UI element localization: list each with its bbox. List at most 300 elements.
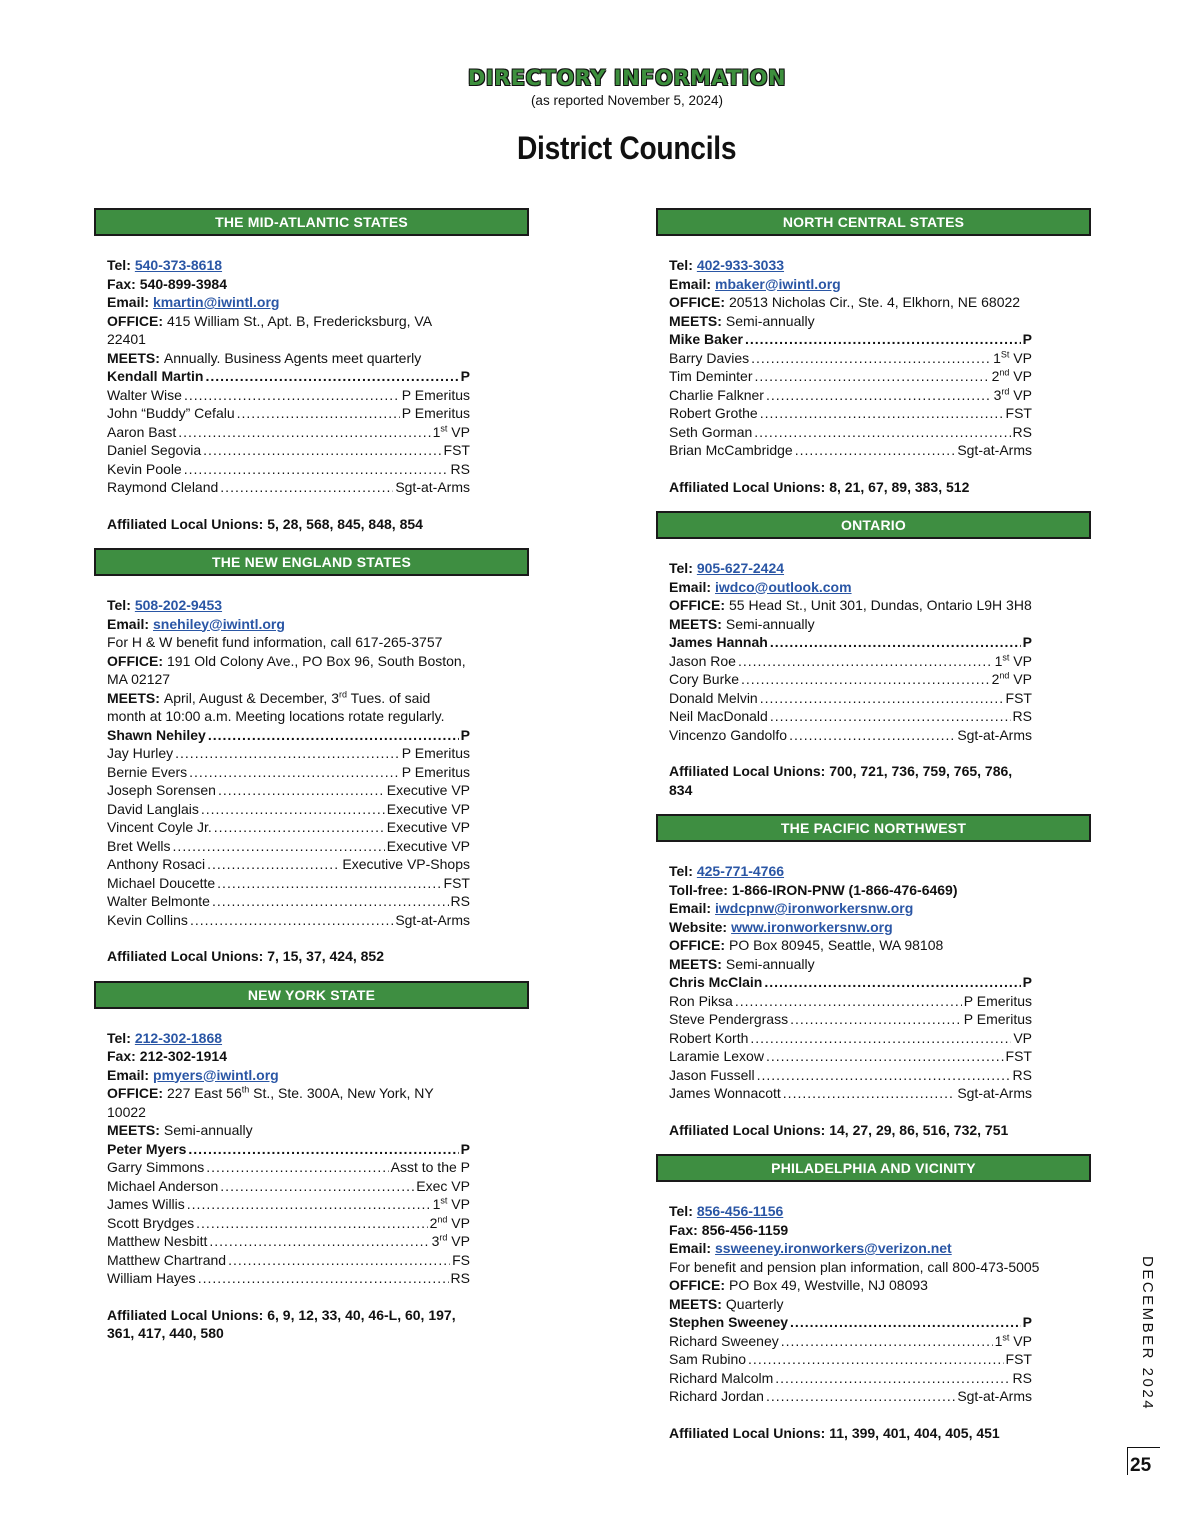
leader-dots — [766, 1047, 1004, 1066]
left-column — [94, 208, 529, 1358]
leader-dots — [741, 670, 990, 689]
officer-name: Robert Grothe — [669, 405, 758, 421]
page-rule-vertical — [1127, 1447, 1128, 1475]
officer-row — [669, 726, 1032, 745]
office-address: 191 Old Colony Ave., PO Box 96, South Boston, MA 02127 — [107, 652, 466, 687]
officer-row — [107, 892, 470, 911]
officer-row — [107, 1177, 470, 1196]
leader-dots — [760, 404, 1004, 423]
officer-row — [107, 386, 470, 405]
meets-line — [669, 312, 1032, 331]
officer-title: RS — [450, 893, 470, 909]
officer-name: Raymond Cleland — [107, 479, 219, 495]
officer-name: Tim Deminter — [669, 368, 753, 384]
contact-link[interactable]: 905-627-2424 — [696, 560, 785, 576]
right-column — [656, 208, 1091, 1457]
officer-name: Scott Brydges — [107, 1214, 195, 1231]
council-details — [656, 842, 1032, 1139]
officer-title: 2nd VP — [429, 1213, 470, 1231]
officer-row — [107, 423, 470, 442]
officer-row — [669, 423, 1032, 442]
council-banner: ONTARIO — [656, 511, 1091, 539]
officer-row — [669, 1350, 1032, 1369]
office-label: OFFICE: — [669, 597, 725, 613]
officer-row — [107, 818, 470, 837]
officer-title: 1St VP — [993, 348, 1032, 366]
contact-line — [107, 596, 470, 615]
officer-name: Ron Piksa — [669, 992, 733, 1009]
officer-title: Sgt-at-Arms — [957, 1388, 1032, 1404]
officer-row — [107, 744, 470, 763]
officer-name: Garry Simmons — [107, 1159, 205, 1175]
council-section — [656, 208, 1091, 496]
contact-label: Fax: — [669, 1221, 698, 1238]
leader-dots — [178, 423, 430, 442]
officer-name: Richard Sweeney — [669, 1332, 779, 1349]
council-details — [94, 1009, 470, 1343]
leader-dots — [789, 726, 955, 745]
office-address: 227 East 56th St., Ste. 300A, New York, NY 10022 — [107, 1084, 434, 1120]
contact-label: Fax: — [107, 275, 136, 292]
contact-label: Tel: — [107, 1029, 131, 1046]
officer-title: FST — [1005, 405, 1032, 421]
officer-row — [669, 1066, 1032, 1085]
officer-title: RS — [450, 1270, 470, 1286]
meets-label: MEETS: — [107, 1122, 160, 1138]
officer-title: P — [460, 368, 470, 384]
contact-line — [669, 899, 1032, 918]
affiliated-locals — [669, 1424, 1032, 1443]
council-section — [94, 548, 529, 966]
contact-line — [669, 275, 1032, 294]
report-date: (as reported November 5, 2024) — [530, 93, 724, 108]
officer-title: Sgt-at-Arms — [957, 726, 1032, 743]
leader-dots — [198, 1269, 449, 1288]
officer-title: P Emeritus — [963, 992, 1032, 1009]
officer-row — [669, 1010, 1032, 1029]
leader-dots — [214, 818, 385, 837]
officer-title: Sgt-at-Arms — [395, 911, 470, 928]
contact-link[interactable]: snehiley@iwintl.org — [153, 615, 285, 632]
officer-title: VP — [1013, 1029, 1032, 1046]
affiliated-label: Affiliated Local Unions: — [669, 1424, 826, 1441]
contact-value: 212-302-1914 — [139, 1048, 227, 1064]
council-banner: THE PACIFIC NORTHWEST — [656, 814, 1091, 842]
officer-row — [107, 1251, 470, 1270]
officer-name: Seth Gorman — [669, 423, 753, 440]
officer-title: Asst to the P — [390, 1159, 470, 1175]
contact-line — [107, 1047, 470, 1066]
page-rule — [1127, 1447, 1160, 1448]
officer-title: 2nd VP — [991, 367, 1032, 384]
meets-label: MEETS: — [107, 349, 160, 366]
officer-name: Robert Korth — [669, 1029, 749, 1046]
meets-line — [669, 615, 1032, 634]
office-line — [669, 596, 1032, 615]
officer-title: Sgt-at-Arms — [395, 479, 470, 495]
contact-label: Email: — [669, 900, 712, 916]
leader-dots — [790, 1010, 962, 1029]
leader-dots — [760, 689, 1004, 708]
officer-name: Chris McClain — [669, 974, 763, 990]
meets-schedule: Semi-annually — [725, 615, 815, 632]
officer-name: Sam Rubino — [669, 1351, 747, 1367]
leader-dots — [205, 367, 458, 386]
council-details — [656, 1182, 1040, 1442]
officer-title: FST — [443, 442, 470, 458]
contact-label: Website: — [669, 918, 728, 935]
contact-line — [669, 1239, 1032, 1258]
office-line — [669, 1276, 1032, 1295]
affiliated-list: 8, 21, 67, 89, 383, 512 — [829, 478, 970, 495]
leader-dots — [218, 781, 385, 800]
officer-name: Michael Doucette — [107, 874, 216, 891]
officer-title: P Emeritus — [963, 1011, 1032, 1027]
affiliated-label: Affiliated Local Unions: — [107, 948, 264, 964]
contact-line — [669, 1221, 1032, 1240]
leader-dots — [795, 441, 956, 460]
leader-dots — [188, 1140, 458, 1159]
leader-dots — [790, 1313, 1021, 1332]
officer-row — [669, 707, 1032, 726]
contact-line — [669, 918, 1032, 937]
council-section — [656, 1154, 1091, 1442]
contact-label: Tel: — [669, 863, 693, 879]
office-line — [669, 293, 1032, 312]
officer-name: Walter Wise — [107, 386, 182, 403]
leader-dots — [220, 1177, 414, 1196]
officer-name: Vincenzo Gandolfo — [669, 726, 788, 743]
officer-name: Cory Burke — [669, 671, 740, 687]
officer-title: RS — [1012, 1369, 1032, 1386]
leader-dots — [175, 744, 400, 763]
officer-name: Bret Wells — [107, 837, 171, 854]
affiliated-locals — [669, 762, 1032, 799]
officer-name: Shawn Nehiley — [107, 726, 206, 743]
officer-name: James Wonnacott — [669, 1085, 781, 1101]
contact-line — [669, 862, 1032, 881]
leader-dots — [237, 404, 400, 423]
officer-row — [669, 689, 1032, 708]
officer-title: 1st VP — [432, 1195, 470, 1212]
contact-line — [669, 1202, 1032, 1221]
officer-row — [107, 1195, 470, 1214]
meets-line — [107, 1121, 470, 1140]
officer-name: David Langlais — [107, 800, 199, 817]
officer-row — [669, 973, 1032, 992]
officer-name: Jason Fussell — [669, 1066, 755, 1083]
office-address: 415 William St., Apt. B, Fredericksburg, VA 22401 — [107, 312, 432, 347]
affiliated-list: 5, 28, 568, 845, 848, 854 — [267, 515, 423, 532]
officer-row — [669, 633, 1032, 652]
leader-dots — [208, 726, 459, 745]
council-banner: NORTH CENTRAL STATES — [656, 208, 1091, 236]
page-title: District Councils — [517, 130, 737, 166]
officer-row — [669, 386, 1032, 405]
leader-dots — [184, 460, 449, 479]
contact-label: Tel: — [669, 560, 693, 576]
officer-title: P Emeritus — [401, 763, 470, 780]
contact-link[interactable]: 212-302-1868 — [134, 1029, 223, 1046]
officer-name: Kevin Poole — [107, 460, 182, 477]
officer-row — [669, 992, 1032, 1011]
contact-link[interactable]: 856-456-1156 — [696, 1203, 784, 1219]
leader-dots — [770, 707, 1011, 726]
affiliated-locals — [107, 515, 470, 534]
officer-title: P Emeritus — [401, 386, 470, 403]
officer-title: P Emeritus — [401, 745, 470, 761]
contact-line — [669, 578, 1032, 597]
officer-title: RS — [1012, 1066, 1032, 1083]
contact-link[interactable]: 425-771-4766 — [696, 863, 785, 879]
leader-dots — [173, 837, 385, 856]
officer-name: Steve Pendergrass — [669, 1011, 789, 1027]
meets-schedule: Semi-annually — [725, 312, 815, 329]
officer-name: Laramie Lexow — [669, 1048, 764, 1064]
officer-name: Kevin Collins — [107, 911, 188, 928]
office-address: PO Box 80945, Seattle, WA 98108 — [729, 937, 944, 953]
contact-link[interactable]: 508-202-9453 — [134, 597, 223, 613]
officer-title: Executive VP — [386, 782, 470, 798]
office-address: 20513 Nicholas Cir., Ste. 4, Elkhorn, NE 68022 — [729, 294, 1021, 310]
officer-title: FST — [1005, 689, 1032, 706]
office-label: OFFICE: — [669, 937, 725, 953]
officer-title: RS — [450, 460, 470, 477]
officer-title: P Emeritus — [401, 405, 470, 421]
contact-link[interactable]: 402-933-3033 — [696, 257, 785, 273]
leader-dots — [189, 763, 400, 782]
affiliated-list: 700, 721, 736, 759, 765, 786, 834 — [669, 763, 1013, 798]
office-label: OFFICE: — [107, 652, 163, 669]
leader-dots — [203, 441, 441, 460]
affiliated-locals — [107, 947, 470, 966]
contact-label: Email: — [107, 294, 150, 310]
officer-title: P — [460, 726, 470, 743]
officer-name: Vincent Coyle Jr. — [107, 819, 212, 835]
leader-dots — [775, 1369, 1010, 1388]
leader-dots — [750, 1029, 1011, 1048]
leader-dots — [206, 1158, 388, 1177]
meets-label: MEETS: — [107, 689, 160, 706]
officer-title: P — [1022, 634, 1032, 650]
meets-label: MEETS: — [669, 312, 722, 329]
officer-name: Daniel Segovia — [107, 442, 202, 458]
officer-title: Exec VP — [416, 1177, 470, 1194]
contact-line — [107, 275, 470, 294]
meets-label: MEETS: — [669, 1295, 722, 1312]
office-label: OFFICE: — [669, 294, 725, 310]
page-header — [0, 66, 1200, 167]
leader-dots — [184, 386, 400, 405]
officer-name: Richard Jordan — [669, 1388, 764, 1404]
meets-schedule: Annually. Business Agents meet quarterly — [163, 349, 422, 366]
officer-row — [107, 1158, 470, 1177]
leader-dots — [212, 892, 449, 911]
leader-dots — [781, 1332, 993, 1351]
officer-title: 3rd VP — [431, 1232, 470, 1249]
contact-link[interactable]: iwdcpnw@ironworkersnw.org — [715, 900, 914, 916]
officer-row — [669, 1084, 1032, 1103]
officer-title: Executive VP — [386, 800, 470, 817]
officer-name: Brian McCambridge — [669, 442, 793, 458]
page-number: 25 — [1130, 1455, 1152, 1476]
contact-link[interactable]: kmartin@iwintl.org — [153, 294, 280, 310]
officer-title: Sgt-at-Arms — [957, 1085, 1032, 1101]
benefit-note: For H & W benefit fund information, call 617-265-3757 — [107, 634, 443, 650]
officer-row — [107, 460, 470, 479]
meets-schedule: Semi-annually — [163, 1122, 253, 1138]
officer-title: 3rd VP — [993, 385, 1032, 403]
contact-link[interactable]: pmyers@iwintl.org — [153, 1066, 279, 1083]
leader-dots — [187, 1195, 431, 1214]
officer-title: P — [460, 1140, 470, 1157]
officer-row — [107, 874, 470, 893]
contact-line — [669, 881, 1032, 900]
office-line — [107, 312, 470, 349]
officer-row — [669, 1387, 1032, 1406]
officer-row — [107, 911, 470, 930]
officer-title: FST — [1005, 1351, 1032, 1367]
officer-row — [107, 800, 470, 819]
officer-row — [107, 441, 470, 460]
officer-title: P — [1022, 1314, 1032, 1330]
affiliated-list: 11, 399, 401, 404, 405, 451 — [829, 1424, 1000, 1441]
leader-dots — [207, 855, 340, 874]
leader-dots — [201, 800, 385, 819]
officer-title: RS — [1012, 708, 1032, 724]
officer-name: Richard Malcolm — [669, 1369, 774, 1386]
council-section — [656, 511, 1091, 799]
contact-label: Email: — [669, 275, 712, 292]
officer-title: 1st VP — [994, 1331, 1032, 1349]
officer-name: Mike Baker — [669, 331, 743, 347]
officer-name: Matthew Chartrand — [107, 1251, 227, 1268]
officer-name: Stephen Sweeney — [669, 1314, 789, 1330]
council-details — [94, 236, 470, 533]
officer-name: Kendall Martin — [107, 368, 204, 384]
council-details — [656, 539, 1032, 799]
meets-label: MEETS: — [669, 615, 722, 632]
office-label: OFFICE: — [669, 1277, 725, 1293]
leader-dots — [757, 1066, 1011, 1085]
office-address: 55 Head St., Unit 301, Dundas, Ontario L9H 3H8 — [729, 597, 1032, 613]
officer-row — [107, 855, 470, 874]
leader-dots — [220, 478, 393, 497]
contact-line — [107, 1066, 470, 1085]
contact-line — [107, 1029, 470, 1048]
benefit-note: For benefit and pension plan information, call 800-473-5005 — [669, 1258, 1040, 1275]
officer-name: Jay Hurley — [107, 745, 174, 761]
contact-label: Toll-free: — [669, 881, 728, 898]
contact-line — [669, 256, 1032, 275]
officer-row — [107, 837, 470, 856]
contact-link[interactable]: mbaker@iwintl.org — [715, 275, 841, 292]
contact-label: Email: — [107, 615, 150, 632]
contact-label: Email: — [107, 1066, 150, 1083]
contact-value: 540-899-3984 — [139, 275, 227, 292]
officer-title: 1st VP — [994, 651, 1032, 669]
affiliated-locals — [107, 1306, 470, 1343]
leader-dots — [754, 423, 1010, 442]
contact-link[interactable]: ssweeney.ironworkers@verizon.net — [715, 1240, 952, 1256]
affiliated-locals — [669, 1121, 1032, 1140]
contact-value: 1-866-IRON-PNW (1-866-476-6469) — [731, 881, 958, 898]
officer-row — [669, 349, 1032, 368]
officer-row — [669, 1047, 1032, 1066]
contact-line — [107, 615, 470, 634]
meets-line — [107, 349, 470, 368]
contact-label: Email: — [669, 578, 712, 595]
officer-name: James Willis — [107, 1196, 185, 1212]
officer-title: RS — [1012, 423, 1032, 440]
leader-dots — [196, 1214, 427, 1233]
officer-name: James Hannah — [669, 634, 768, 650]
officer-title: FS — [452, 1251, 470, 1268]
office-label: OFFICE: — [107, 1085, 163, 1101]
council-banner: THE MID-ATLANTIC STATES — [94, 208, 529, 236]
officer-name: Anthony Rosaci — [107, 856, 206, 872]
officer-row — [107, 367, 470, 386]
officer-row — [669, 1029, 1032, 1048]
affiliated-label: Affiliated Local Unions: — [669, 1121, 826, 1138]
officer-title: 1st VP — [432, 422, 470, 440]
office-line — [107, 1084, 470, 1121]
contact-link[interactable]: 540-373-8618 — [134, 257, 223, 273]
officer-row — [107, 1140, 470, 1159]
council-section — [656, 814, 1091, 1139]
officer-name: Bernie Evers — [107, 763, 188, 780]
officer-name: Peter Myers — [107, 1140, 187, 1157]
officer-name: Charlie Falkner — [669, 386, 764, 403]
leader-dots — [770, 633, 1021, 652]
contact-label: Fax: — [107, 1048, 136, 1064]
office-label: OFFICE: — [107, 312, 163, 329]
office-line — [107, 652, 470, 689]
contact-label: Tel: — [669, 257, 693, 273]
officer-name: Jason Roe — [669, 652, 736, 669]
officer-title: Executive VP-Shops — [342, 856, 470, 872]
contact-link[interactable]: iwdco@outlook.com — [715, 578, 852, 595]
affiliated-label: Affiliated Local Unions: — [107, 515, 264, 532]
office-address: PO Box 49, Westville, NJ 08093 — [729, 1277, 928, 1293]
leader-dots — [745, 330, 1021, 349]
issue-month: DECEMBER 2024 — [1139, 1256, 1156, 1412]
officer-row — [107, 1214, 470, 1233]
council-banner: PHILADELPHIA AND VICINITY — [656, 1154, 1091, 1182]
contact-value: 856-456-1159 — [701, 1221, 789, 1238]
contact-line — [669, 559, 1032, 578]
officer-name: John “Buddy” Cefalu — [107, 405, 235, 421]
contact-link[interactable]: www.ironworkersnw.org — [731, 918, 893, 935]
council-banner: THE NEW ENGLAND STATES — [94, 548, 529, 576]
officer-row — [107, 726, 470, 745]
affiliated-list: 6, 9, 12, 33, 40, 46-L, 60, 197, 361, 417, 440, 580 — [107, 1306, 456, 1341]
directory-title: DIRECTORY INFORMATION — [467, 66, 787, 90]
officer-name: Barry Davies — [669, 349, 750, 366]
officer-title: P — [1022, 331, 1032, 347]
officer-row — [669, 404, 1032, 423]
officer-row — [107, 478, 470, 497]
officer-title: P — [1022, 974, 1032, 990]
officer-row — [669, 652, 1032, 671]
leader-dots — [735, 992, 962, 1011]
officer-row — [107, 781, 470, 800]
meets-schedule: Quarterly — [725, 1295, 784, 1312]
officer-title: 2nd VP — [991, 670, 1032, 687]
leader-dots — [190, 911, 393, 930]
contact-label: Tel: — [669, 1203, 693, 1219]
office-line — [669, 936, 1032, 955]
